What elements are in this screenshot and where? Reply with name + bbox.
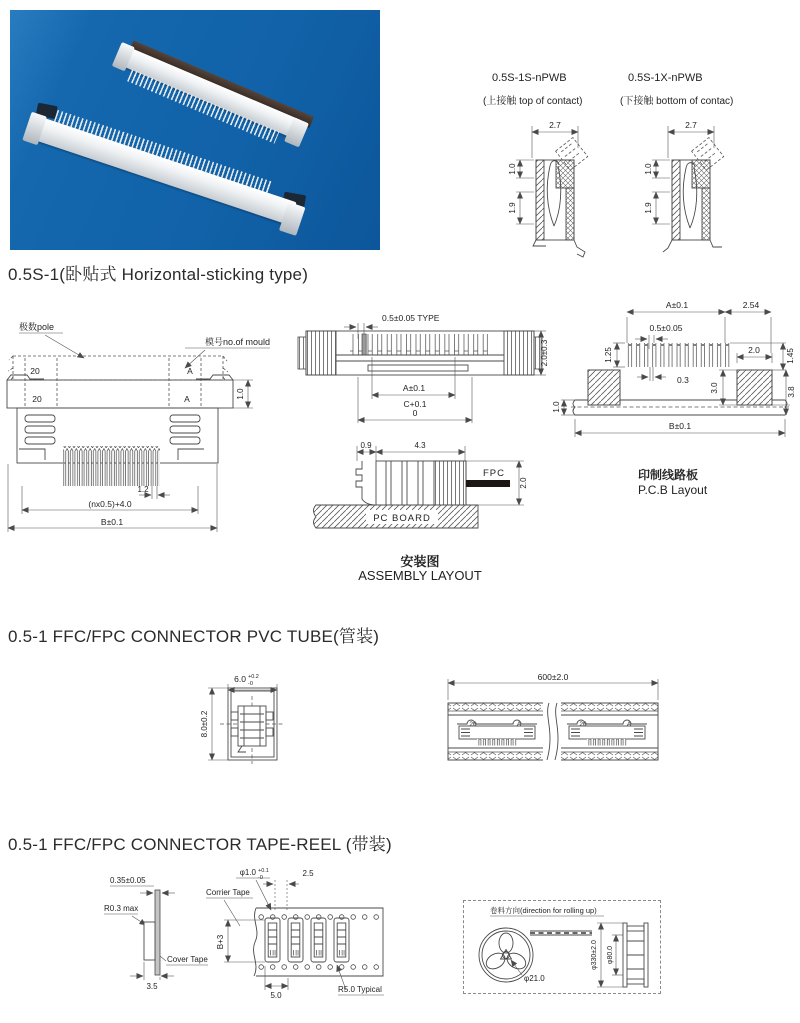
dim-outer-dia: φ330±2.0 [591, 940, 598, 970]
dim-r0-3: R0.3 max [104, 904, 139, 913]
dim-c-value: C+0.1 [403, 399, 427, 409]
dim-hub-dia: φ21.0 [524, 974, 545, 983]
pc-board-label: PC BOARD [373, 513, 431, 524]
dim-3-0: 3.0 [710, 382, 719, 394]
tube-mould-2: A [626, 721, 632, 728]
dim-type: 0.5±0.05 TYPE [382, 313, 440, 323]
dim-a: A±0.1 [665, 300, 689, 310]
pole-label: 极数pole [19, 322, 55, 332]
dim-1-9: 1.9 [644, 202, 653, 214]
dim-4-3: 4.3 [414, 441, 426, 450]
variant-right-name: 0.5S-1X-nPWB [628, 72, 703, 84]
dim-0-35: 0.35±0.05 [110, 876, 146, 885]
dim-2-0: 2.0 [748, 345, 760, 355]
dim-1-2: 1.2 [137, 485, 149, 494]
pole-count-top: 20 [30, 366, 40, 376]
variant-left-name: 0.5S-1S-nPWB [492, 72, 567, 84]
dim-2-7: 2.7 [685, 120, 697, 130]
pcb-label-en: P.C.B Layout [638, 483, 708, 497]
dim-3-5: 3.5 [146, 982, 158, 991]
dim-2-7: 2.7 [549, 120, 561, 130]
dim-height: 2.0±0.3 [540, 339, 549, 367]
dim-1-45: 1.45 [786, 348, 795, 364]
dim-b: B±0.1 [668, 421, 692, 431]
reel-direction-label: 卷料方向(direction for rolling up) [490, 906, 597, 915]
tube-cross-geometry [208, 684, 285, 764]
dim-3-8: 3.8 [787, 386, 796, 398]
section2-title: 0.5-1 FFC/FPC CONNECTOR PVC TUBE(管装) [8, 627, 380, 646]
dim-hole-tol-up: +0.1 [258, 868, 269, 874]
cover-tape-label: Cover Tape [167, 955, 208, 964]
dim-core-dia: φ80.0 [607, 945, 614, 965]
assembly-caption-en: ASSEMBLY LAYOUT [358, 568, 482, 583]
mould-label: 模号no.of mould [204, 337, 270, 347]
tube-cross-section-drawing [172, 670, 297, 782]
mould-code-bottom: A [184, 394, 190, 404]
cross-section-top-contact [488, 108, 613, 258]
variant-right-subtitle: (下接触 bottom of contac) [620, 96, 734, 107]
pole-count-bottom: 20 [32, 394, 42, 404]
assembly-drawing [298, 438, 548, 543]
cover-tape-geometry [104, 886, 208, 980]
dim-span: (nx0.5)+4.0 [88, 499, 132, 509]
pcb-layout-drawing [553, 293, 800, 448]
dim-c-tolerance: 0 [412, 408, 418, 418]
tube-pole-2: 20 [579, 721, 587, 728]
dim-6-0-tol-dn: -0 [248, 681, 253, 687]
front-view-geometry [7, 333, 270, 532]
dim-1-0: 1.0 [644, 163, 653, 175]
reel-geometry [479, 916, 648, 987]
cross-section-geometry [652, 126, 724, 252]
section1-title: 0.5S-1(卧贴式 Horizontal-sticking type) [8, 265, 309, 284]
dim-1-0: 1.0 [508, 163, 517, 175]
dim-0-5: 0.5±0.05 [649, 323, 683, 333]
dim-2-54: 2.54 [742, 300, 760, 310]
dim-a: A±0.1 [402, 383, 426, 393]
dim-1-0: 1.0 [552, 401, 561, 413]
top-view-drawing [298, 303, 550, 435]
section3-title: 0.5-1 FFC/FPC CONNECTOR TAPE-REEL (带装) [8, 835, 392, 854]
dim-r5-0: R5.0 Typical [338, 985, 382, 994]
dim-1-9: 1.9 [508, 202, 517, 214]
product-photo [10, 10, 380, 250]
dim-600: 600±2.0 [537, 672, 569, 682]
pcb-label-cn: 印制线路板 [638, 468, 699, 482]
dim-hole-tol-dn: -0 [258, 875, 263, 881]
dim-b-plus-3: B+3 [216, 934, 225, 950]
dim-2-5: 2.5 [302, 869, 314, 878]
dim-0-3: 0.3 [677, 375, 689, 385]
dim-2-0: 2.0 [519, 477, 528, 489]
fpc-label: FPC [483, 468, 505, 479]
dim-1-0: 1.0 [236, 388, 245, 400]
dim-total: B±0.1 [100, 517, 124, 527]
dim-hole-dia: φ1.0 [239, 868, 256, 877]
front-view-drawing [5, 318, 275, 543]
dim-6-0: 6.0 [234, 674, 246, 684]
carrier-tape-label: Corrier Tape [206, 888, 250, 897]
tube-mould-1: A [516, 721, 522, 728]
mould-code-top: A [187, 366, 193, 376]
dim-6-0-tol-up: +0.2 [248, 674, 259, 680]
cross-section-geometry [516, 126, 588, 257]
reel-drawing [464, 901, 660, 993]
dim-0-9: 0.9 [360, 441, 372, 450]
dim-5-0: 5.0 [270, 991, 282, 1000]
tube-side-geometry [448, 679, 658, 761]
assembly-caption-cn: 安装图 [400, 554, 440, 569]
cross-section-bottom-contact [624, 108, 749, 258]
tube-pole-1: 20 [469, 721, 477, 728]
reel-box [463, 900, 661, 994]
dim-8-0: 8.0±0.2 [200, 710, 209, 738]
dim-1-25: 1.25 [604, 347, 613, 363]
carrier-tape-drawing [198, 862, 418, 1017]
tube-side-view-drawing [443, 672, 668, 767]
variant-left-subtitle: (上接触 top of contact) [483, 96, 583, 107]
